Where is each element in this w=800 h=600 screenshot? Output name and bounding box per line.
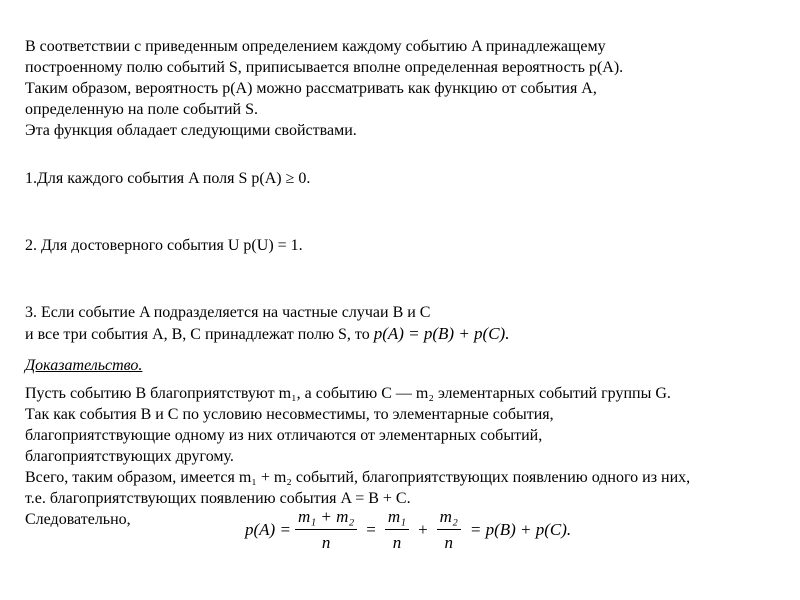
property-2: 2. Для достоверного события U p(U) = 1. <box>25 237 303 254</box>
additivity-formula: p(A) = p(B) + p(C). <box>373 324 510 343</box>
fraction-denominator: n <box>321 533 331 552</box>
document-body <box>25 36 785 530</box>
text-line: Эта функция обладает следующими свойствами. <box>25 122 357 139</box>
text-line: Так как события B и C по условию несовместимы, то элементарные события, <box>25 406 554 423</box>
text-line: Следовательно, <box>25 511 131 528</box>
text-line: благоприятствующие одному из них отличаются от элементарных событий, <box>25 427 543 444</box>
property-1: 1.Для каждого события A поля S p(A) ≥ 0. <box>25 170 311 187</box>
proof-heading: Доказательство. <box>25 357 143 374</box>
text-line: построенному полю событий S, приписывается вполне определенная вероятность p(A). <box>25 59 624 76</box>
text-line <box>25 323 785 345</box>
final-equation <box>245 507 576 553</box>
text-line: благоприятствующих другому. <box>25 448 234 465</box>
fraction-sum <box>295 507 357 553</box>
equals-sign: = <box>366 520 376 539</box>
fraction-denominator: n <box>392 533 402 552</box>
property-3 <box>25 302 785 345</box>
text-line: Всего, таким образом, имеется m₁ + m₂ событий, благоприятствующих появлению одного из них, <box>25 469 691 486</box>
equation-lhs: p(A) = <box>245 520 291 539</box>
fraction-numerator: m₂ <box>437 507 461 530</box>
plus-sign: + <box>418 520 428 539</box>
text-line: Таким образом, вероятность p(A) можно рассматривать как функцию от события A, <box>25 80 597 97</box>
fraction-m2 <box>437 507 461 553</box>
fraction-numerator: m₁ <box>385 507 409 530</box>
text-line: В соответствии с приведенным определением каждому событию A принадлежащему <box>25 38 606 55</box>
fraction-denominator: n <box>444 533 454 552</box>
text-line: т.е. благоприятствующих появлению события A = B + C. <box>25 490 411 507</box>
text-line: 3. Если событие A подразделяется на частные случаи B и C <box>25 304 431 321</box>
text-line: Пусть событию B благоприятствуют m₁, а событию C — m₂ элементарных событий группы G. <box>25 385 671 402</box>
equation-rhs: = p(B) + p(C). <box>469 520 572 539</box>
fraction-m1 <box>385 507 409 553</box>
intro-paragraph <box>25 36 785 141</box>
fraction-numerator: m₁ + m₂ <box>295 507 357 530</box>
property-3-text: и все три события A, B, C принадлежат полю S, то <box>25 326 370 343</box>
text-line: определенную на поле событий S. <box>25 101 258 118</box>
